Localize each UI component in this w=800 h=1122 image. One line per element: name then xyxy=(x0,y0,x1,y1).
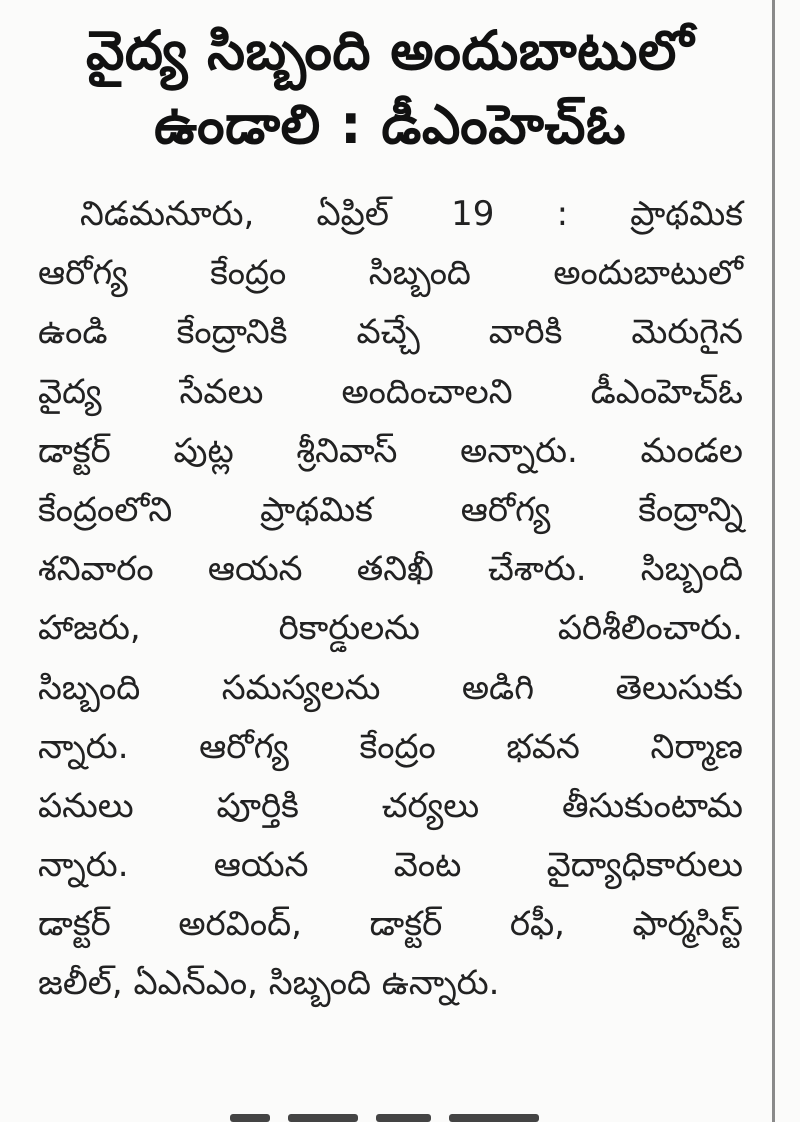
article-headline xyxy=(30,14,750,162)
column-divider-rule xyxy=(772,0,775,1122)
headline-line-1: వైద్య సిబ్బంది అందుబాటులో xyxy=(85,19,695,82)
article-body xyxy=(38,185,743,1014)
body-line: పనులు పూర్తికి చర్యలు తీసుకుంటామ xyxy=(38,785,743,826)
body-line: డాక్టర్ పుట్ల శ్రీనివాస్ అన్నారు. మండల xyxy=(38,430,743,471)
body-line: న్నారు. ఆయన వెంట వైద్యాధికారులు xyxy=(38,845,743,886)
body-line: డాక్టర్ అరవింద్, డాక్టర్ రఫీ, ఫార్మసిస్ట్ xyxy=(38,904,743,945)
body-line: న్నారు. ఆరోగ్య కేంద్రం భవన నిర్మాణ xyxy=(38,726,743,767)
body-line: జలీల్, ఏఎన్ఎం, సిబ్బంది ఉన్నారు. xyxy=(38,963,500,1004)
body-line: శనివారం ఆయన తనిఖీ చేశారు. సిబ్బంది xyxy=(38,549,743,590)
body-line: ఆరోగ్య కేంద్రం సిబ్బంది అందుబాటులో xyxy=(38,253,743,294)
body-line: వైద్య సేవలు అందించాలని డీఎంహెచ్ఓ xyxy=(38,371,743,412)
body-line: నిడమనూరు, ఏప్రిల్ 19 : ప్రాథమిక xyxy=(80,194,743,234)
body-line: సిబ్బంది సమస్యలను అడిగి తెలుసుకు xyxy=(38,667,743,708)
headline-line-2: ఉండాలి : డీఎంహెచ్ఓ xyxy=(154,93,626,156)
body-line: ఉండి కేంద్రానికి వచ్చే వారికి మెరుగైన xyxy=(38,312,743,353)
body-line: కేంద్రంలోని ప్రాథమిక ఆరోగ్య కేంద్రాన్ని xyxy=(38,489,743,530)
body-line: హాజరు, రికార్డులను పరిశీలించారు. xyxy=(38,608,743,649)
cropped-next-article-fragment xyxy=(230,1108,590,1122)
